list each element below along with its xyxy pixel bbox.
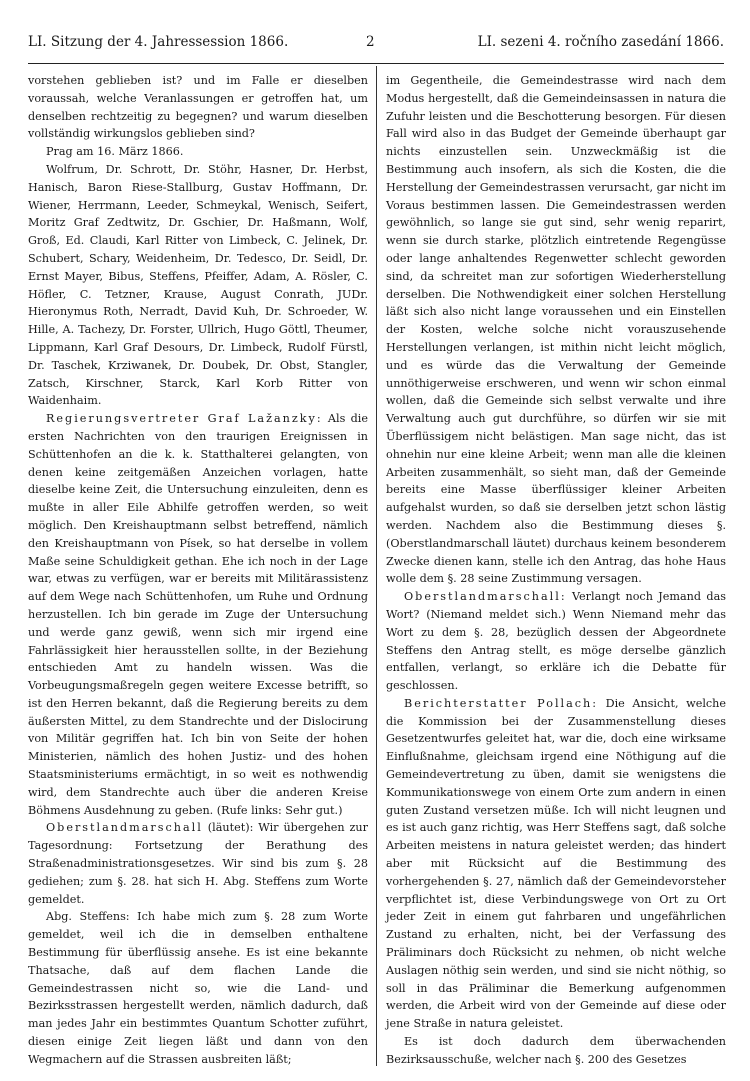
page-number: 2 [366,34,375,50]
speaker-name: Regierungsvertreter Graf Lažanzky: [46,412,323,426]
speech-text: Ich habe mich zum §. 28 zum Worte gemeldet, weil ich die in demselben enthaltene Bestimmung für überflüssig ansehe. Es ist eine bekannte Thatsache, daß auf dem flachen Lande die Gemeindestrassen nicht so, wie die Land- und Bezirksstrassen hergestellt werden, nämlich dadurch, daß man jedes Jahr ein bestimmtes Quantum Schotter zuführt, diesen einige Zeit liegen läßt und dann von den Wegmachern auf die Strassen ausbreiten läßt; [28,910,368,1066]
speaker-name: Abg. Steffens: [46,910,130,924]
speech-text: Die Ansicht, welche die Kommission bei der Zusammenstellung dieses Gesetzentwurfes geleitet hat, war die, doch eine wirksame Einflußnahme, gleichsam irgend eine Nöthigung auf die Gemeindevertretung zu üben, damit sie wenigstens die Kommunikationswege von einem Orte zum andern in einen guten Zustand versetzen müße. Ich will nicht leugnen und es ist auch ganz richtig, was Herr Steffens sagt, daß solche Arbeiten meistens in natura geleistet werden; das hindert aber mit Rücksicht auf die Bestimmung des vorhergehenden §. 27, nämlich daß der Gemeindevorsteher verpflichtet ist, diese Verbindungswege von Ort zu Ort jeder Zeit in einem gut fahrbaren und ungefährlichen Zustand zu erhalten, nicht, bei der Verfassung des Präliminars doch Rücksicht zu nehmen, ob nicht welche Auslagen nöthig sein werden, und sind sie nicht nöthig, so soll in das Präliminar die Bemerkung aufgenommen werden, die Arbeit wird von der Gemeinde auf diese oder jene Straße in natura geleistet. [386,696,726,1031]
paragraph-speech [28,908,368,1068]
paragraph-speech [28,410,368,819]
speech-text: Als die ersten Nachrichten von den traurigen Ereignissen in Schüttenhofen an die k. k. Statthalterei gelangten, von denen keine zeitgemäßen Anzeichen vorlagen, hatte dieselbe keine Zeit, die Untersuchung einzuleiten, denn es mußte in aller Eile Abhilfe getroffen werden, so weit möglich. Den Kreishauptmann selbst betreffend, nämlich den Kreishauptmann von Písek, so hat derselbe in vollem Maße seine Schuldigkeit gethan. Ehe ich noch in der Lage war, etwas zu verfügen, war er bereits mit Militärassistenz auf dem Wege nach Schüttenhofen, um Ruhe und Ordnung herzustellen. Ich bin gerade im Zuge der Untersuchung und werde ganz gewiß, wenn sich mir irgend eine Fahrlässigkeit hier herausstellen sollte, in der Beziehung entschieden Amt zu handeln wissen. Was die Vorbeugungsmaßregeln gegen weitere Excesse betrifft, so ist den Herren bekannt, daß die Regierung bereits zu dem äußersten Mittel, zu dem Standrechte und der Dislocirung von Militär gegriffen hat. Ich bin von Seite der hohen Ministerien, nämlich des hohen Justiz- und des hohen Staatsministeriums ermächtigt, in so weit es nothwendig wird, dem Standrechte auch über die anderen Kreise Böhmens Ausdehnung zu geben. (Rufe links: Sehr gut.) [28,412,368,817]
header-rule [28,63,724,64]
left-column [28,72,368,1069]
right-column [386,72,726,1069]
paragraph-speech [386,695,726,1033]
header-left-title: LI. Sitzung der 4. Jahressession 1866. [28,34,289,50]
paragraph: im Gegentheile, die Gemeindestrasse wird nach dem Modus hergestellt, daß die Gemeindeinsassen in natura die Zufuhr leisten und die Beschotterung besorgen. Für diesen Fall wird also in das Budget der Gemeinde überhaupt gar nichts einzustellen sein. Unzweckmäßig ist die Bestimmung auch insofern, als sich die Kosten, die die Herstellung der Gemeindestrassen verursacht, gar nicht im Voraus bestimmen lassen. Die Gemeindestrassen werden gewöhnlich, so lange sie gut sind, sehr wenig reparirt, wenn sie durch starke, plötzlich eintretende Regengüsse oder lange anhaltendes Regenwetter schlecht geworden sind, da schreitet man zur sofortigen Wiederherstellung derselben. Die Nothwendigkeit einer solchen Herstellung läßt sich also nicht lange voraussehen und ein Einstellen der Kosten, welche solche nicht vorauszusehende Herstellungen verlangen, ist mithin nicht leicht möglich, und es würde das die Verwaltung der Gemeinde unnöthigerweise erschweren, und wenn wir schon einmal wollen, daß die Gemeinde sich selbst verwalte und ihre Verwaltung auch gut durchführe, so dürfen wir sie mit Überflüssigem nicht belästigen. Man sage nicht, das ist ohnehin nur eine kleine Arbeit; wenn man alle die kleinen Arbeiten zusammenhält, so sieht man, daß der Gemeinde bereits eine Masse überflüssiger kleiner Arbeiten aufgehalst wurden, so daß sie derselben jetzt schon lästig werden. Nachdem also die Bestimmung dieses §. (Oberstlandmarschall läutet) durchaus keinem besonderem Zwecke dienen kann, stelle ich den Antrag, das hohe Haus wolle dem §. 28 seine Zustimmung versagen. [386,74,726,586]
paragraph-date: Prag am 16. März 1866. [46,145,184,159]
paragraph: Es ist doch dadurch dem überwachenden Bezirksausschuße, welcher nach §. 200 des Gesetzes [386,1035,726,1066]
paragraph: vorstehen geblieben ist? und im Falle er dieselben voraussah, welche Veranlassungen er getroffen hat, um denselben rechtzeitig zu begegnen? und warum dieselben vollständig wirkungslos geblieben sind? [28,74,368,141]
column-divider [376,66,377,1066]
page-header [28,34,724,54]
speaker-name: Oberstlandmarschall [46,821,203,835]
paragraph-speech [386,588,726,695]
speech-text: (läutet): Wir übergehen zur Tagesordnung: Fortsetzung der Berathung des Straßenadministrationsgesetzes. Wir sind bis zum §. 28 gediehen; zum §. 28. hat sich H. Abg. Steffens zum Worte gemeldet. [28,821,368,906]
speech-text: Verlangt noch Jemand das Wort? (Niemand meldet sich.) Wenn Niemand mehr das Wort zu dem §. 28, bezüglich dessen der Abgeordnete Steffens den Antrag stellt, es möge derselbe gänzlich entfallen, verlangt, so erkläre ich die Debatte für geschlossen. [386,590,726,693]
paragraph-signatories: Wolfrum, Dr. Schrott, Dr. Stöhr, Hasner, Dr. Herbst, Hanisch, Baron Riese-Stallburg, Gustav Hoffmann, Dr. Wiener, Herrmann, Leeder, Schmeykal, Wenisch, Seifert, Moritz Graf Zedtwitz, Dr. Gschier, Dr. Haßmann, Wolf, Groß, Ed. Claudi, Karl Ritter von Limbeck, C. Jelinek, Dr. Schubert, Schary, Weidenheim, Dr. Tedesco, Dr. Seidl, Dr. Ernst Mayer, Bibus, Steffens, Pfeiffer, Adam, A. Rösler, C. Höfler, C. Tetzner, Krause, August Conrath, JUDr. Hieronymus Roth, Nerradt, David Kuh, Dr. Schroeder, W. Hille, A. Tachezy, Dr. Forster, Ullrich, Hugo Göttl, Theumer, Lippmann, Karl Graf Desours, Dr. Limbeck, Rudolf Fürstl, Dr. Taschek, Krziwanek, Dr. Doubek, Dr. Obst, Stangler, Zatsch, Kirschner, Starck, Karl Korb Ritter von Waidenhaim. [28,162,368,408]
paragraph-speech [28,819,368,908]
speaker-name: Berichterstatter Pollach: [404,696,599,710]
header-right-title: LI. sezeni 4. ročního zasedání 1866. [477,34,724,50]
speaker-name: Oberstlandmarschall: [404,590,567,604]
